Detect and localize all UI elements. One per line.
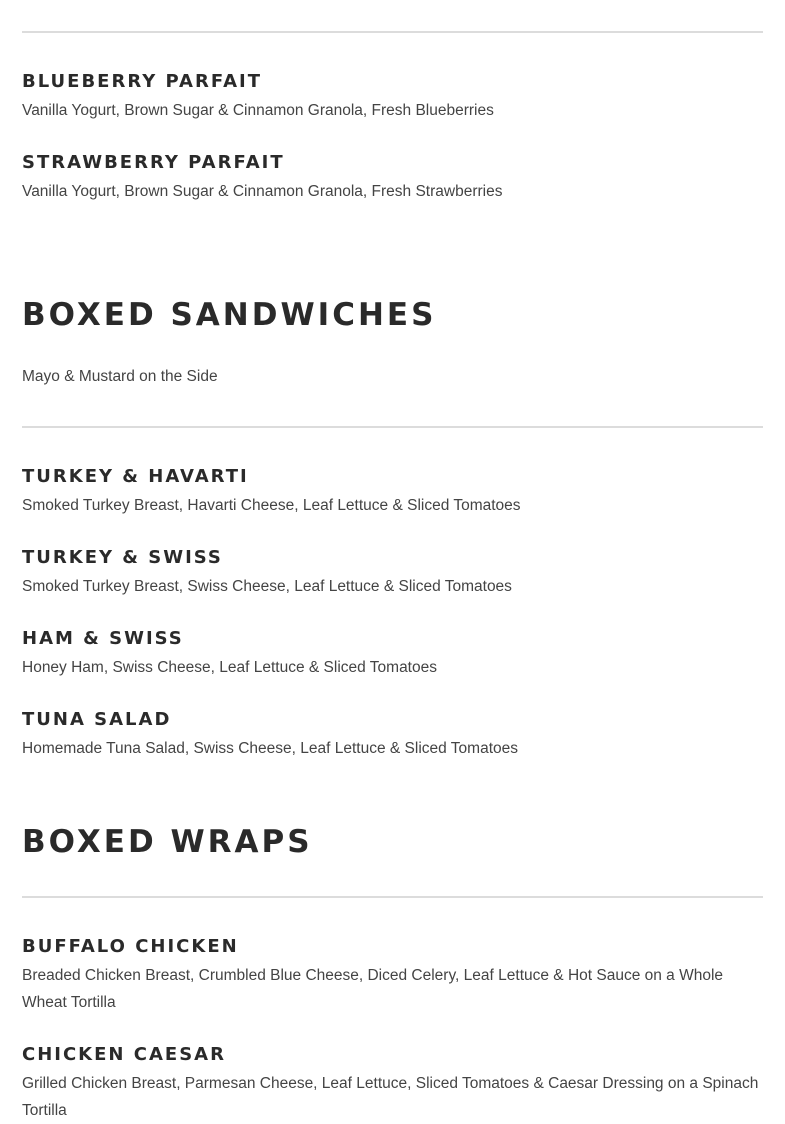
- item-name: TURKEY & HAVARTI: [22, 466, 249, 487]
- menu-item: [22, 709, 763, 762]
- item-description: Grilled Chicken Breast, Parmesan Cheese, Leaf Lettuce, Sliced Tomatoes & Caesar Dressing on a Spinach Tortilla: [22, 1075, 759, 1119]
- menu-item: [22, 1044, 763, 1124]
- item-description: Vanilla Yogurt, Brown Sugar & Cinnamon Granola, Fresh Strawberries: [22, 183, 503, 200]
- menu-item: [22, 936, 763, 1016]
- item-name: STRAWBERRY PARFAIT: [22, 152, 285, 173]
- item-description: Breaded Chicken Breast, Crumbled Blue Cheese, Diced Celery, Leaf Lettuce & Hot Sauce on a Whole Wheat Tortilla: [22, 967, 724, 1011]
- section-note: Mayo & Mustard on the Side: [22, 368, 218, 385]
- divider: [22, 426, 763, 428]
- item-name: TURKEY & SWISS: [22, 547, 223, 568]
- item-description: Honey Ham, Swiss Cheese, Leaf Lettuce & Sliced Tomatoes: [22, 659, 437, 676]
- section-title: BOXED SANDWICHES: [22, 297, 437, 333]
- item-name: CHICKEN CAESAR: [22, 1044, 226, 1065]
- divider: [22, 896, 763, 898]
- item-description: Smoked Turkey Breast, Swiss Cheese, Leaf Lettuce & Sliced Tomatoes: [22, 578, 512, 595]
- item-name: BLUEBERRY PARFAIT: [22, 71, 262, 92]
- item-name: BUFFALO CHICKEN: [22, 936, 239, 957]
- menu-item: [22, 152, 763, 205]
- section-title: BOXED WRAPS: [22, 824, 313, 860]
- menu-item: [22, 628, 763, 681]
- item-description: Homemade Tuna Salad, Swiss Cheese, Leaf Lettuce & Sliced Tomatoes: [22, 740, 518, 757]
- item-name: HAM & SWISS: [22, 628, 184, 649]
- item-description: Vanilla Yogurt, Brown Sugar & Cinnamon Granola, Fresh Blueberries: [22, 102, 494, 119]
- menu-item: [22, 71, 763, 124]
- menu-item: [22, 547, 763, 600]
- item-description: Smoked Turkey Breast, Havarti Cheese, Leaf Lettuce & Sliced Tomatoes: [22, 497, 521, 514]
- item-name: TUNA SALAD: [22, 709, 172, 730]
- menu-item: [22, 466, 763, 519]
- divider: [22, 31, 763, 33]
